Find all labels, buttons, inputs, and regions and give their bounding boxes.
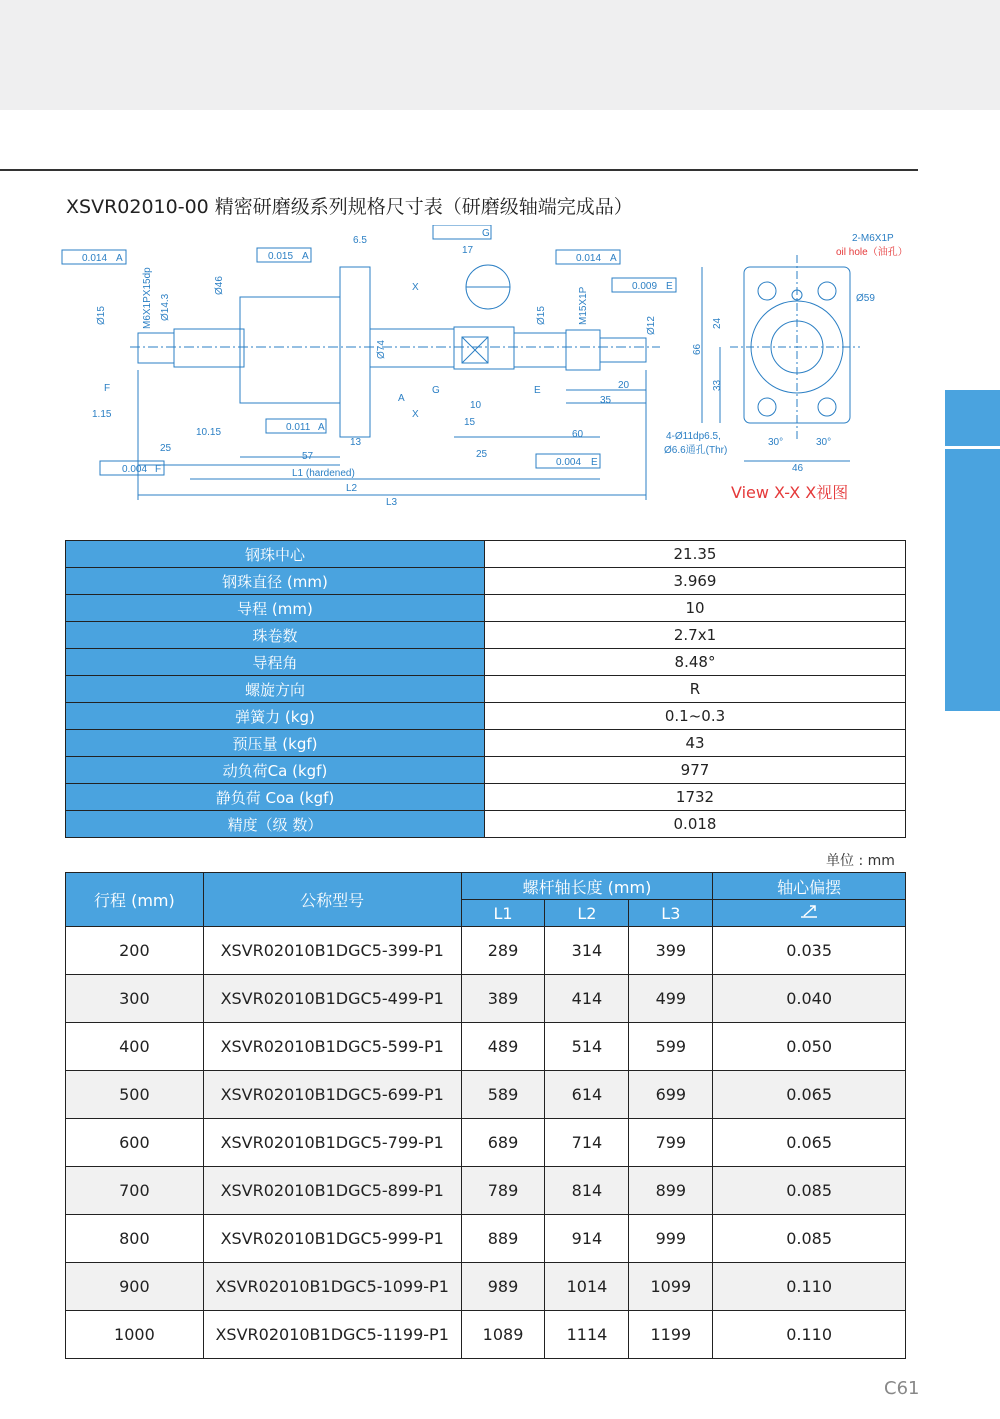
spec-value: 977 [485,757,906,784]
tol-perp-ref: A [318,422,325,433]
shaft-end-right [600,338,646,362]
nut-flange [340,267,370,437]
cell-l3: 599 [629,1023,713,1071]
spec-value: 2.7x1 [485,622,906,649]
tol-perp: 0.011 [286,422,311,433]
tol-flat-2: 0.004 [556,457,582,468]
dim-66: 66 [692,343,703,355]
header-l3: L3 [629,900,713,927]
datum-g: G [432,385,440,396]
header-shaft-length: 螺杆轴长度 (mm) [461,873,713,900]
cell-stroke: 500 [66,1071,204,1119]
cell-runout: 0.050 [713,1023,906,1071]
cell-l2: 914 [545,1215,629,1263]
spec-label: 螺旋方向 [66,676,485,703]
spec-row [66,784,906,811]
header-rule [0,169,918,171]
table-row [66,1311,906,1359]
section-mark-x-bottom: X [412,409,419,420]
tol-flat-1-ref: F [155,464,162,475]
cell-model: XSVR02010B1DGC5-899-P1 [203,1167,461,1215]
cell-l1: 289 [461,927,545,975]
cell-l3: 999 [629,1215,713,1263]
dim-10: 10 [470,400,482,411]
cell-l1: 889 [461,1215,545,1263]
spec-row [66,757,906,784]
cell-l1: 1089 [461,1311,545,1359]
cell-l3: 499 [629,975,713,1023]
dim-1-15: 1.15 [92,409,112,420]
cell-l2: 414 [545,975,629,1023]
spec-row [66,730,906,757]
spec-label: 弹簧力 (kg) [66,703,485,730]
table-row [66,927,906,975]
cell-model: XSVR02010B1DGC5-599-P1 [203,1023,461,1071]
tol-runout-1: 0.014 [82,253,108,264]
cell-runout: 0.035 [713,927,906,975]
tol-runout-2: 0.015 [268,251,294,262]
oil-hole-spec: 2-M6X1P [852,233,894,244]
cell-stroke: 1000 [66,1311,204,1359]
cell-l1: 389 [461,975,545,1023]
view-x-x-label: View X-X X视图 [731,483,849,502]
dim-35: 35 [600,395,612,406]
cell-model: XSVR02010B1DGC5-1199-P1 [203,1311,461,1359]
mount-holes-thru: Ø6.6通孔(Thr) [664,445,728,456]
cell-l2: 514 [545,1023,629,1071]
header-stroke: 行程 (mm) [66,873,204,927]
spec-label: 珠卷数 [66,622,485,649]
spec-row [66,541,906,568]
cell-l3: 699 [629,1071,713,1119]
spec-value: 0.018 [485,811,906,838]
tol-runout-4: 0.009 [632,281,658,292]
cell-model: XSVR02010B1DGC5-999-P1 [203,1215,461,1263]
cell-l3: 899 [629,1167,713,1215]
unit-label: 单位 : mm [826,853,895,869]
table-row [66,1215,906,1263]
side-tab-long [945,449,1000,711]
cell-l1: 689 [461,1119,545,1167]
cell-model: XSVR02010B1DGC5-1099-P1 [203,1263,461,1311]
cell-stroke: 600 [66,1119,204,1167]
cell-l2: 1014 [545,1263,629,1311]
tol-runout-3-ref: A [610,253,617,264]
cell-l1: 989 [461,1263,545,1311]
cell-model: XSVR02010B1DGC5-499-P1 [203,975,461,1023]
dim-17: 17 [462,245,474,256]
spec-row [66,676,906,703]
datum-f: F [104,383,111,394]
dim-l2: L2 [346,483,358,494]
spec-row [66,811,906,838]
datum-e: E [534,385,541,396]
cell-model: XSVR02010B1DGC5-799-P1 [203,1119,461,1167]
dim-25-left: 25 [160,443,172,454]
spec-label: 静负荷 Coa (kgf) [66,784,485,811]
cell-stroke: 800 [66,1215,204,1263]
spec-row [66,649,906,676]
dim-6-5: 6.5 [353,235,367,246]
dim-10-15: 10.15 [196,427,222,438]
technical-drawing [60,225,920,515]
header-runout: 轴心偏摆 [713,873,906,900]
tol-flat-1: 0.004 [122,464,148,475]
cell-runout: 0.085 [713,1215,906,1263]
datum-a: A [398,393,405,404]
spec-row [66,568,906,595]
cell-stroke: 700 [66,1167,204,1215]
dim-m6-thread: M6X1PX15dp [142,267,153,329]
dim-d59: Ø59 [856,293,875,304]
cell-stroke: 200 [66,927,204,975]
table-row [66,1263,906,1311]
dim-d15-right: Ø15 [536,306,547,325]
cell-l2: 614 [545,1071,629,1119]
spec-value: 21.35 [485,541,906,568]
cell-runout: 0.110 [713,1263,906,1311]
cell-stroke: 400 [66,1023,204,1071]
table-row [66,975,906,1023]
cell-stroke: 900 [66,1263,204,1311]
header-l1: L1 [461,900,545,927]
cell-l3: 1099 [629,1263,713,1311]
dim-m15-thread: M15X1P [578,286,589,325]
nut-body [240,297,340,403]
dim-60: 60 [572,429,584,440]
dim-l3: L3 [386,497,398,508]
spec-row [66,595,906,622]
tol-runout-2-ref: A [302,251,309,262]
dim-d74: Ø74 [376,340,387,359]
table-row [66,1023,906,1071]
table-row [66,1071,906,1119]
spec-value: 10 [485,595,906,622]
cell-model: XSVR02010B1DGC5-699-P1 [203,1071,461,1119]
section-mark-x-top: X [412,282,419,293]
angle-30-left: 30° [768,437,784,448]
dim-46: 46 [792,463,804,474]
cell-runout: 0.065 [713,1071,906,1119]
tol-sym-ref: G [482,228,490,239]
page-title: XSVR02010-00 精密研磨级系列规格尺寸表（研磨级轴端完成品） [66,196,633,218]
mount-holes-spec: 4-Ø11dp6.5, [666,431,721,442]
dim-d46: Ø46 [214,276,225,295]
spec-value: 0.1~0.3 [485,703,906,730]
dim-15: 15 [464,417,476,428]
cell-l2: 1114 [545,1311,629,1359]
spec-row [66,703,906,730]
cell-model: XSVR02010B1DGC5-399-P1 [203,927,461,975]
tol-flat-2-ref: E [591,457,598,468]
cell-runout: 0.040 [713,975,906,1023]
spec-value: R [485,676,906,703]
thread-section [566,330,600,370]
cell-l1: 789 [461,1167,545,1215]
dim-d14-3: Ø14.3 [160,293,171,321]
cell-l2: 314 [545,927,629,975]
tol-runout-1-ref: A [116,253,123,264]
spec-value: 1732 [485,784,906,811]
cell-runout: 0.110 [713,1311,906,1359]
oil-hole-label: oil hole（油孔） [836,247,908,258]
side-tab [945,390,1000,446]
angle-30-right: 30° [816,437,832,448]
cell-l1: 489 [461,1023,545,1071]
table-row [66,1167,906,1215]
dim-l1: L1 (hardened) [292,468,355,479]
spec-label: 导程 (mm) [66,595,485,622]
cell-l1: 589 [461,1071,545,1119]
cell-runout: 0.085 [713,1167,906,1215]
cell-l2: 714 [545,1119,629,1167]
spec-value: 3.969 [485,568,906,595]
dim-33: 33 [712,379,723,391]
header-l2: L2 [545,900,629,927]
dim-25-right: 25 [476,449,488,460]
cell-stroke: 300 [66,975,204,1023]
model-table [65,872,906,1359]
shaft-step [514,333,566,367]
page-number: C61 [884,1378,920,1399]
spec-label: 钢珠中心 [66,541,485,568]
spec-row [66,622,906,649]
dim-57: 57 [302,451,314,462]
cell-l3: 399 [629,927,713,975]
spec-label: 钢珠直径 (mm) [66,568,485,595]
shaft-end-left [138,333,174,363]
dim-20: 20 [618,380,630,391]
spec-label: 动负荷Ca (kgf) [66,757,485,784]
cell-runout: 0.065 [713,1119,906,1167]
cell-l2: 814 [545,1167,629,1215]
header-model: 公称型号 [203,873,461,927]
dim-d12: Ø12 [646,316,657,335]
spec-value: 43 [485,730,906,757]
cell-l3: 799 [629,1119,713,1167]
dim-d15-left: Ø15 [96,306,107,325]
spec-table [65,540,906,838]
table-row [66,1119,906,1167]
tol-runout-4-ref: E [666,281,673,292]
cell-l3: 1199 [629,1311,713,1359]
tol-runout-3: 0.014 [576,253,602,264]
dim-24: 24 [712,317,723,329]
runout-symbol-icon [713,900,906,927]
shaft-left [174,329,244,367]
spec-value: 8.48° [485,649,906,676]
spec-label: 精度（级 数） [66,811,485,838]
dim-13: 13 [350,437,362,448]
spec-label: 导程角 [66,649,485,676]
header-band [0,0,1000,110]
spec-label: 预压量 (kgf) [66,730,485,757]
